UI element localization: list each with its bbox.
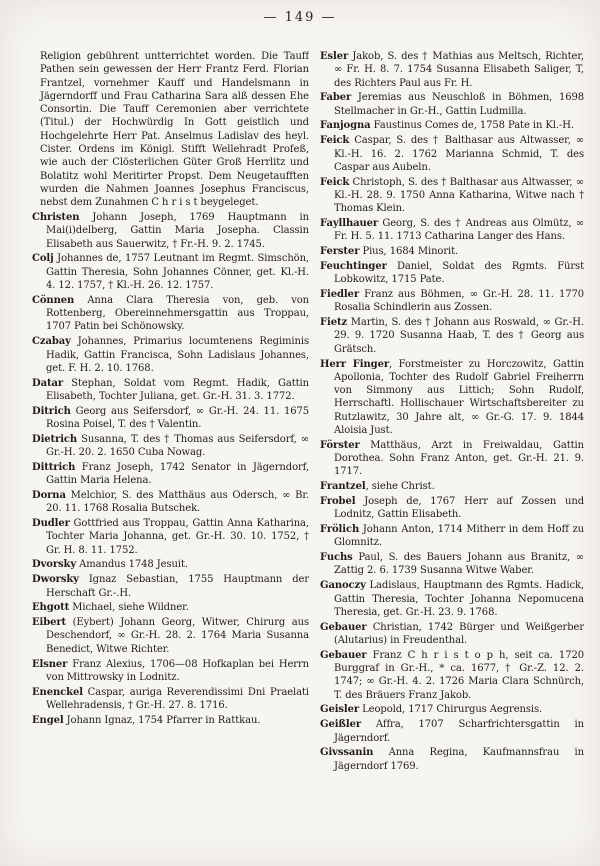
entry-headword: Herr Finger [320,358,390,370]
column-right [320,50,584,858]
entry-headword: Czabay [32,336,71,348]
register-entry: Cönnen Anna Clara Theresia von, geb. von Rottenberg, Obereinnehmersgattin aus Troppau, 1707 Patin bei Schönowsky. [32,294,309,333]
register-entry: Datar Stephan, Soldat vom Regmt. Hadik, Gattin Elisabeth, Tochter Juliana, get. Gr.-H. 31. 3. 1772. [32,377,309,402]
register-entry: Christen Johann Joseph, 1769 Hauptmann in Mai(i)delberg, Gattin Maria Josepha. Classin Elisabeth aus Sauerwitz, † Fr.-H. 9. 2. 1745. [32,212,309,250]
register-entry: Feick Caspar, S. des † Balthasar aus Altwasser, ∞ Kl.-H. 16. 2. 1762 Marianna Schmid, T. des Caspar aus Aubeln. [320,135,584,173]
register-entry: Czabay Johannes, Primarius locumtenens Regiminis Hadik, Gattin Francisca, Sohn Ladislaus Johannes, get. F. H. 2. 10. 1768. [32,336,309,374]
register-entry: Frobel Joseph de, 1767 Herr auf Zossen und Lodnitz, Gattin Elisabeth. [320,496,584,521]
entry-headword: Christen [32,212,80,224]
entry-headword: Frobel [320,496,356,507]
entry-headword: Frölich [320,524,360,536]
register-entry: Faber Jeremias aus Neuschloß in Böhmen, 1698 Stellmacher in Gr.-H., Gattin Ludmilla. [320,92,584,117]
entry-headword: Gebauer [320,649,367,661]
entry-headword: Datar [32,377,64,389]
entry-headword: Fayllhauer [320,218,379,230]
entry-headword: Förster [320,439,360,451]
entry-headword: Gebauer [320,621,367,633]
register-entry: Fayllhauer Georg, S. des † Andreas aus Olmütz, ∞ Fr. H. 5. 11. 1713 Catharina Langer des Hans. [320,218,584,243]
entry-headword: Faber [320,92,352,104]
entry-headword: Cönnen [32,294,75,306]
register-entry: Feuchtinger Daniel, Soldat des Rgmts. Fürst Lobkowitz, 1715 Pate. [320,260,584,286]
register-entry: Frölich Johann Anton, 1714 Mitherr in dem Hoff zu Glomnitz. [320,524,584,549]
entry-headword: Dietrich [32,433,78,445]
register-entry: Fiedler Franz aus Böhmen, ∞ Gr.-H. 28. 11. 1770 Rosalia Schindlerin aus Zossen. [320,289,584,314]
entry-headword: Feuchtinger [320,260,387,272]
register-entry: Ditrich Georg aus Seifersdorf, ∞ Gr.-H. 24. 11. 1675 Rosina Poisel, T. des † Valentin. [32,405,309,431]
register-entry: Eibert (Eybert) Johann Georg, Witwer, Chirurg aus Deschendorf, ∞ Gr.-H. 28. 2. 1764 Maria Susanna Benedict, Witwe Richter. [32,617,309,655]
register-entry: Gebauer Christian, 1742 Bürger und Weißgerber (Alutarius) in Freudenthal. [320,621,584,646]
entry-headword: Eibert [32,617,67,629]
register-entry: Fanjogna Faustinus Comes de, 1758 Pate in Kl.-H. [320,120,574,132]
register-entry: Colj Johannes de, 1757 Leutnant im Regmt. Simschön, Gattin Theresia, Sohn Johannes Cönner, get. Kl.-H. 4. 12. 1757, † Kl.-H. 26. 12. 1757. [32,253,309,292]
entry-headword: Geißler [320,719,362,731]
entry-headword: Ditrich [32,405,71,417]
register-entry: Dworsky Ignaz Sebastian, 1755 Hauptmann der Herschaft Gr.-.H. [32,574,309,599]
entry-headword: Dworsky [32,574,79,586]
register-entry: Dudler Gottfried aus Troppau, Gattin Anna Katharina, Tochter Maria Johanna, get. Gr.-H. 30. 10. 1752, † Gr. H. 8. 11. 1752. [32,518,309,556]
entry-headword: Fanjogna [320,120,371,132]
register-entry: Enenckel Caspar, auriga Reverendissimi Dni Praelati Wellehradensis, † Gr.-H. 27. 8. 1716. [32,686,309,711]
register-entry: Elsner Franz Alexius, 1706—08 Hofkaplan bei Herrn von Mittrowsky in Lodnitz. [32,658,309,683]
entry-headword: Ferster [320,246,360,258]
register-entry: Ferster Pius, 1684 Minorit. [320,246,459,258]
register-entry: Geisler Leopold, 1717 Chirurgus Aegrensis. [320,704,543,716]
entry-headword: Feick [320,176,350,188]
register-entry: Ganoczy Ladislaus, Hauptmann des Rgmts. Hadick, Gattin Theresia, Tochter Johanna Nepomucena Theresia, get. Gr.-H. 23. 9. 1768. [320,580,584,618]
entry-headword: Dorna [32,490,66,501]
entry-headword: Enenckel [32,686,83,698]
entry-headword: Geisler [320,704,360,716]
register-entry: Feick Christoph, S. des † Balthasar aus Altwasser, ∞ Kl.-H. 28. 9. 1750 Anna Katharina, Witwe nach † Thomas Klein. [320,176,584,215]
page-number: — 149 — [263,10,337,25]
entry-headword: Frantzel [320,481,366,493]
entry-headword: Fiedler [320,289,359,301]
entry-headword: Fuchs [320,552,353,564]
register-entry: Dittrich Franz Joseph, 1742 Senator in Jägerndorf, Gattin Maria Helena. [32,461,309,487]
register-entry: Herr Finger, Forstmeister zu Horczowitz, Gattin Apollonia, Tochter des Rudolf Gabriel Freiherrn von Simmony aus Littich; Sohn Rudolf, Herrschaftl. Hollischauer Wirtschaftsbereiter zu Rutzlawitz, 30 Jahre alt, ∞ Gr.-G. 17. 9. 1844 Aloisia Just. [320,358,584,437]
register-entry: Givssanin Anna Regina, Kaufmannsfrau in Jägerndorf 1769. [320,747,584,772]
register-entry: Gebauer Franz C h r i s t o p h, seit ca. 1720 Burggraf in Gr.-H., * ca. 1677, † Gr.-Z. 12. 2. 1747; ∞ Gr.-H. 4. 2. 1726 Maria Clara Schnürch, T. des Bräuers Franz Jakob. [320,649,584,701]
entry-headword: Dvorsky [32,559,77,571]
register-entry: Geißler Affra, 1707 Scharfrichtersgattin in Jägerndorf. [320,719,584,744]
entry-headword: Feick [320,135,350,147]
entry-headword: Ganoczy [320,580,366,592]
text-columns [32,50,584,858]
register-entry: Förster Matthäus, Arzt in Freiwaldau, Gattin Dorothea. Sohn Franz Anton, get. Gr.-H. 21. 9. 1717. [320,439,584,478]
entry-headword: Engel [32,714,64,726]
continuation-paragraph: Religion gebührent untterrichtet worden. Die Tauff Pathen sein gewessen der Herr Frantz Ferd. Florian Frantzel, vornehmer Kauff und Handelsmann in Jägerndorff und Frau Catharina Sara alß dessen Ehe Consortin. Die Tauff Ceremonien aber verrichtete (Titul.) der Hochwürdig In Gott geistlich und Hochgelehrte Herr Pat. Anselmus Ladislav des heyl. Cister. Ordens im Königl. Stifft Wellehradt Profeß, wie auch der Clösterlichen Güter Groß Herrlitz und Bolatitz wohl Meritirter Propst. Dem Neugetaufften wurden die Nahmen Joannes Josephus Franciscus, nebst dem Zunahmen C h r i s t beygeleget. [40,51,309,209]
register-entry: Ehgott Michael, siehe Wildner. [32,602,189,614]
entry-headword: Elsner [32,658,68,670]
register-entry: Dietrich Susanna, T. des † Thomas aus Seifersdorf, ∞ Gr.-H. 20. 2. 1650 Cuba Nowag. [32,433,309,459]
register-entry: Dorna Melchior, S. des Matthäus aus Odersch, ∞ Br. 20. 11. 1768 Rosalia Butschek. [32,490,309,515]
register-entry: Fietz Martin, S. des † Johann aus Roswald, ∞ Gr.-H. 29. 9. 1720 Susanna Haab, T. des † Georg aus Grätsch. [320,317,584,355]
register-entry: Esler Jakob, S. des † Mathias aus Meltsch, Richter, ∞ Fr. H. 8. 7. 1754 Susanna Elisabeth Saliger, T, des Richters Paul aus Fr. H. [320,51,584,89]
entry-headword: Colj [32,253,54,265]
register-entry: Fuchs Paul, S. des Bauers Johann aus Branitz, ∞ Zattig 2. 6. 1739 Susanna Witwe Waber. [320,552,584,577]
column-left [32,50,309,858]
entry-headword: Givssanin [320,747,374,759]
entry-headword: Fietz [320,317,348,329]
register-entry: Frantzel, siehe Christ. [320,481,435,493]
entry-headword: Esler [320,51,349,62]
entry-headword: Dudler [32,518,70,530]
entry-headword: Ehgott [32,602,70,614]
register-entry: Engel Johann Ignaz, 1754 Pfarrer in Rattkau. [32,714,261,726]
register-entry: Dvorsky Amandus 1748 Jesuit. [32,559,188,571]
entry-headword: Dittrich [32,461,76,473]
